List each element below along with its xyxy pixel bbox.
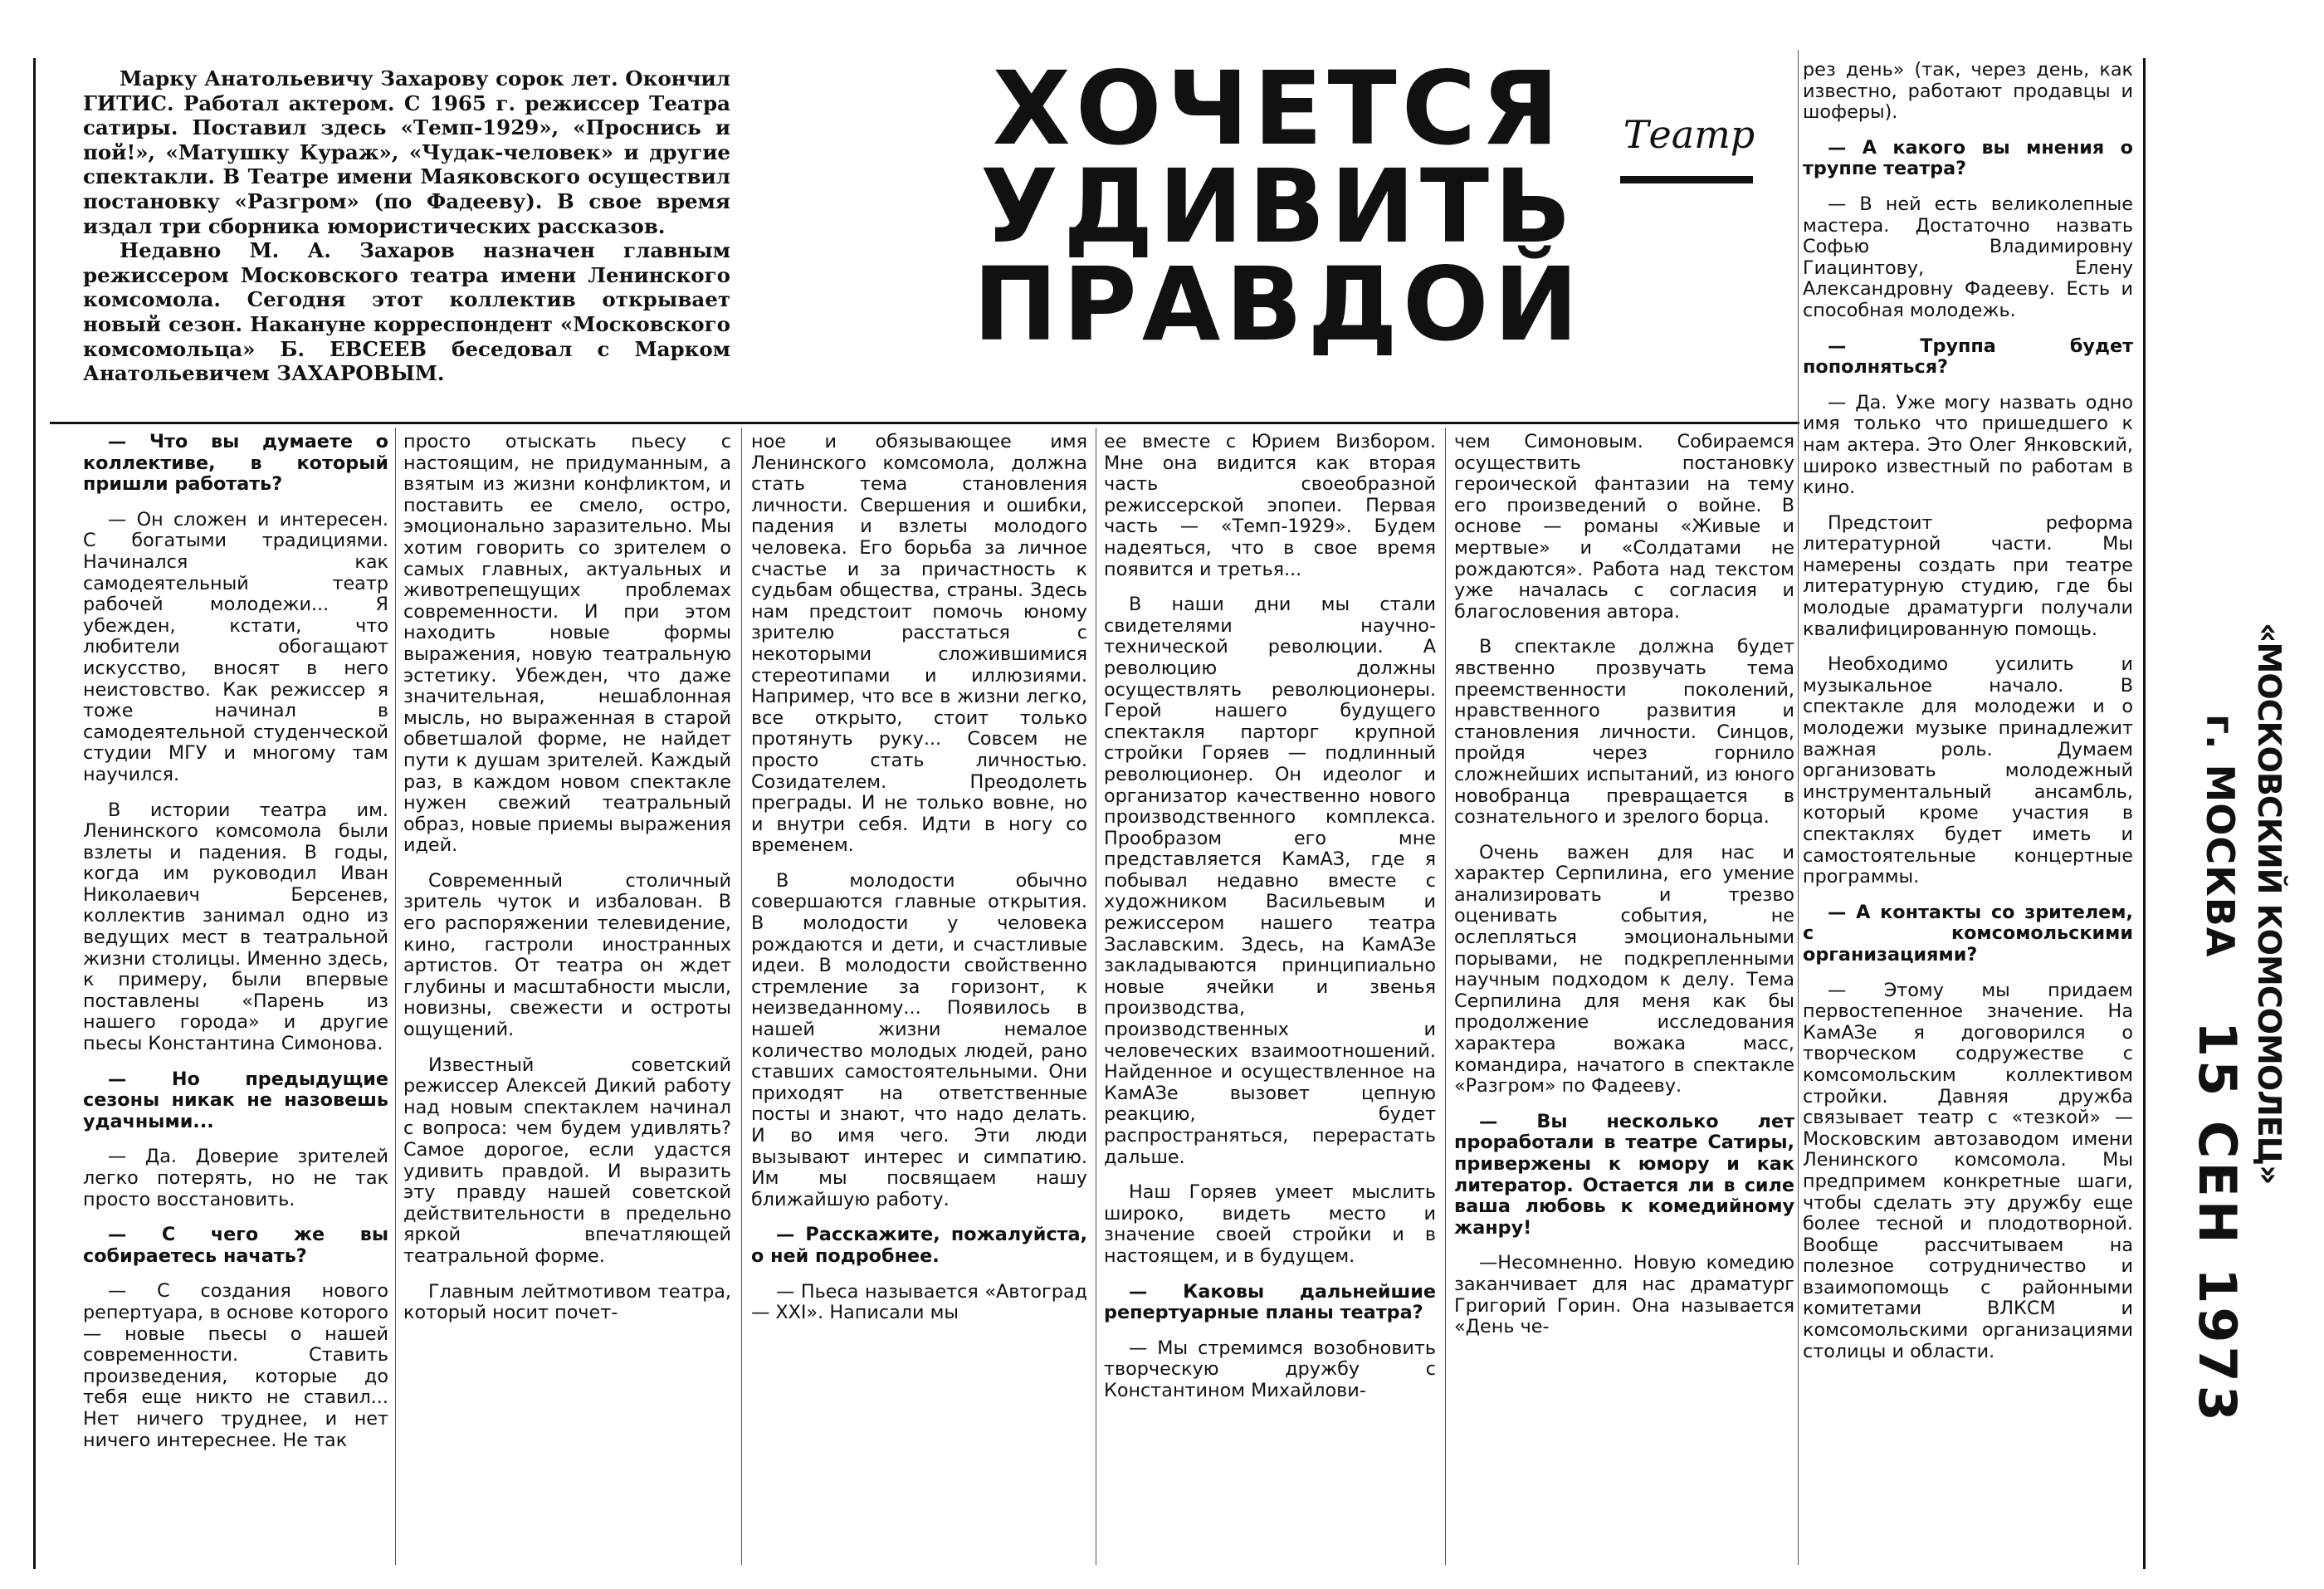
answer-paragraph: Предстоит реформа литературной части. Мы намерены создать при театре литературную студию, где бы молодые драматурги получали квалифицированную помощь. bbox=[1803, 511, 2133, 640]
question: — Труппа будет пополняться? bbox=[1803, 335, 2133, 379]
answer-paragraph: — Пьеса называется «Автоград — XXI». Написали мы bbox=[751, 1280, 1087, 1324]
answer-paragraph: Необходимо усилить и музыкальное начало. В спектакле для молодежи и о молодежи музыке принадлежит важная роль. Думаем организовать молодежный инструментальный ансамбль, который кроме участия в спектаклях будет иметь и самостоятельные концертные программы. bbox=[1803, 653, 2133, 888]
answer-paragraph: ное и обязывающее имя Ленинского комсомола, должна стать тема становления личности. Свершения и ошибки, падения и взлеты молодого человека. Его борьба за личное счастье и за причастность к судьбам общества, страны. Здесь нам предстоит помочь юному зрителю расстаться с некоторыми сложившимися стереотипами и иллюзиями. Например, что все в жизни легко, все открыто, стоит только протянуть руку... Совсем не просто стать личностью. Созидателем. Преодолеть преграды. И не только вовне, но и внутри себя. Идти в ногу со временем. bbox=[751, 432, 1087, 857]
answer-paragraph: Очень важен для нас и характер Серпилина, его умение анализировать и трезво оценивать события, не ослепляться эмоциональными порывами, не подкрепленными научным подходом к делу. Тема Серпилина для меня как бы продолжение исследования характера вожака масс, командира, начатого в спектакле «Разгром» по Фадееву. bbox=[1454, 841, 1794, 1098]
column-rule bbox=[395, 428, 396, 1565]
article-column-1 bbox=[83, 432, 388, 1577]
question: — А контакты со зрителем, с комсомольскими организациями? bbox=[1803, 901, 2133, 966]
clipping-right-edge bbox=[2143, 58, 2146, 1569]
rubric-label: Театр bbox=[1623, 112, 1755, 157]
article-column-3 bbox=[751, 432, 1087, 1577]
headline-line: ПРАВДОЙ bbox=[973, 246, 1584, 364]
answer-paragraph: —Несомненно. Новую комедию заканчивает для нас драматург Григорий Горин. Она называется «День че- bbox=[1454, 1252, 1794, 1338]
answer-paragraph: — Мы стремимся возобновить творческую дружбу с Константином Михайлови- bbox=[1104, 1337, 1436, 1401]
answer-paragraph: В молодости обычно совершаются главные открытия. В молодости у человека рождаются и дети, и счастливые идеи. В молодости свойственно стремление за горизонт, к неизведанному... Появилось в нашей жизни немалое количество молодых людей, рано ставших самостоятельными. Они приходят на ответственные посты и знают, что надо делать. И во имя чего. Эти люди вызывают интерес и симпатию. Им мы посвящаем нашу ближайшую работу. bbox=[751, 869, 1087, 1210]
stamp-date: 15 СЕН 1973 bbox=[2187, 1021, 2248, 1425]
answer-paragraph: Наш Горяев умеет мыслить широко, видеть место и значение своей стройки и в настоящем, и в будущем. bbox=[1104, 1181, 1436, 1267]
question: — А какого вы мнения о труппе театра? bbox=[1803, 136, 2133, 180]
column-rule bbox=[741, 428, 742, 1565]
headline bbox=[751, 50, 1805, 364]
question: — Каковы дальнейшие репертуарные планы театра? bbox=[1104, 1280, 1436, 1324]
answer-paragraph: — С создания нового репертуара, в основе которого — новые пьесы о нашей современности. Ставить произведения, которые до тебя еще никто не ставил... Нет ничего труднее, и нет ничего интереснее. Не так bbox=[83, 1280, 388, 1451]
answer-paragraph: Современный столичный зритель чуток и избалован. В его распоряжении телевидение, кино, гастроли иностранных артистов. От театра он ждет глубины и масштабности мысли, новизны, свежести и остроты ощущений. bbox=[403, 869, 731, 1041]
intro-divider bbox=[50, 422, 1799, 424]
answer-paragraph: — Он сложен и интересен. С богатыми традициями. Начинался как самодеятельный театр рабочей молодежи... Я убежден, кстати, что любители обогащают искусство, вносят в него неистовство. Как режиссер я тоже начинал в самодеятельной студенческой студии МГУ и многому там научился. bbox=[83, 508, 388, 785]
answer-paragraph: В наши дни мы стали свидетелями научно-технической революции. А революцию должны осуществлять революционеры. Герой нашего будущего спектакля парторг крупной стройки Горяев — подлинный революционер. Он идеолог и организатор качественно нового производственного комплекса. Прообразом его мне представляется КамАЗ, где я побывал недавно вместе с художником Васильевым и режиссером нашего театра Заславским. Здесь, на КамАЗе закладываются принципиально новые ячейки и звенья производства, производственных и человеческих взаимоотношений. Найденное и осуществленное на КамАЗе вызовет цепную реакцию, будет распространяться, перерастать дальше. bbox=[1104, 594, 1436, 1168]
column-rule bbox=[1798, 50, 1799, 1565]
answer-paragraph: — Да. Уже могу назвать одно имя только что пришедшего к нам актера. Это Олег Янковский, широко известный по работам в кино. bbox=[1803, 391, 2133, 499]
headline-line: ХОЧЕТСЯ bbox=[992, 50, 1565, 168]
stamp-city: г. МОСКВА bbox=[2198, 714, 2243, 958]
answer-paragraph: просто отыскать пьесу с настоящим, не придуманным, а взятым из жизни конфликтом, и поставить ее смело, остро, эмоционально заразительно. Мы хотим говорить со зрителем о самых главных, актуальных и животрепещущих проблемах современности. И при этом находить новые формы выражения, новую театральную эстетику. Убежден, что даже значительная, нешаблонная мысль, но выраженная в старой обветшалой форме, не найдет пути к душам зрителей. Каждый раз, в каждом новом спектакле нужен свежий театральный образ, новые приемы выражения идей. bbox=[403, 432, 731, 857]
clipping-left-edge bbox=[33, 58, 36, 1569]
article-column-4 bbox=[1104, 432, 1436, 1577]
answer-paragraph: — Да. Доверие зрителей легко потерять, но не так просто восстановить. bbox=[83, 1146, 388, 1210]
article-column-2 bbox=[403, 432, 731, 1577]
answer-paragraph: рез день» (так, через день, как известно, работают продавцы и шоферы). bbox=[1803, 60, 2133, 124]
intro-paragraph: Недавно М. А. Захаров назначен главным режиссером Московского театра имени Ленинского комсомола. Сегодня этот коллектив открывает новый сезон. Накануне корреспондент «Московского комсомольца» Б. ЕВСЕЕВ беседовал с Марком Анатольевичем ЗАХАРОВЫМ. bbox=[83, 238, 730, 386]
question: — Вы несколько лет проработали в театре Сатиры, привержены к юмору и как литератор. Остается ли в силе ваша любовь к комедийному жанру! bbox=[1454, 1110, 1794, 1239]
answer-paragraph: В истории театра им. Ленинского комсомола были взлеты и падения. В годы, когда им руководил Иван Николаевич Берсенев, коллектив занимал одно из ведущих мест в театральной жизни столицы. Именно здесь, к примеру, были впервые поставлены «Парень из нашего города» и другие пьесы Константина Симонова. bbox=[83, 799, 388, 1055]
article-column-6 bbox=[1803, 60, 2133, 1579]
stamp-newspaper-name: «МОСКОВСКИЙ КОМСОМОЛЕЦ» bbox=[2251, 623, 2287, 1185]
rubric-underline bbox=[1620, 176, 1753, 183]
article-column-5 bbox=[1454, 432, 1794, 1577]
headline-line: УДИВИТЬ bbox=[979, 148, 1577, 266]
question: — С чего же вы собираетесь начать? bbox=[83, 1224, 388, 1267]
answer-paragraph: Главным лейтмотивом театра, который носит почет- bbox=[403, 1280, 731, 1324]
question: — Но предыдущие сезоны никак не назовешь удачными... bbox=[83, 1068, 388, 1132]
answer-paragraph: В спектакле должна будет явственно прозвучать тема преемственности поколений, нравственного развития и становления личности. Синцов, пройдя через горнило сложнейших испытаний, из юного новобранца превращается в сознательного и зрелого борца. bbox=[1454, 636, 1794, 829]
question: — Что вы думаете о коллективе, в который пришли работать? bbox=[83, 432, 388, 496]
answer-paragraph: ее вместе с Юрием Визбором. Мне она видится как вторая часть своеобразной режиссерской эпопеи. Первая часть — «Темп-1929». Будем надеяться, что в свое время появится и третья... bbox=[1104, 432, 1436, 580]
intro-block bbox=[83, 66, 730, 386]
archive-stamp bbox=[2158, 623, 2291, 1536]
answer-paragraph: чем Симоновым. Собираемся осуществить постановку героической фантазии на тему его произведений о войне. В основе — романы «Живые и мертвые» и «Солдатами не рождаются». Работа над текстом уже началась с согласия и благословения автора. bbox=[1454, 432, 1794, 623]
column-rule bbox=[1445, 428, 1446, 1565]
answer-paragraph: Известный советский режиссер Алексей Дикий работу над новым спектаклем начинал с вопроса: чем будем удивлять? Самое дорогое, если удастся удивить правдой. И выразить эту правду нашей советской действительности в предельно яркой впечатляющей театральной форме. bbox=[403, 1054, 731, 1267]
answer-paragraph: — Этому мы придаем первостепенное значение. На КамАЗе я договорился о творческом содружестве с комсомольским коллективом стройки. Давняя дружба связывает театр с «тезкой» — Московским автозаводом имени Ленинского комсомола. Мы предпримем конкретные шаги, чтобы сделать эту дружбу еще более тесной и плодотворной. Вообще рассчитываем на полезное сотрудничество и взаимопомощь с районными комитетами ВЛКСМ и комсомольскими организациями столицы и области. bbox=[1803, 979, 2133, 1362]
intro-paragraph: Марку Анатольевичу Захарову сорок лет. Окончил ГИТИС. Работал актером. С 1965 г. режиссер Театра сатиры. Поставил здесь «Темп-1929», «Проснись и пой!», «Матушку Кураж», «Чудак-человек» и другие спектакли. В Театре имени Маяковского осуществил постановку «Разгром» (по Фадееву). В свое время издал три сборника юмористических рассказов. bbox=[83, 66, 730, 238]
answer-paragraph: — В ней есть великолепные мастера. Достаточно назвать Софью Владимировну Гиацинтову, Елену Александровну Фадееву. Есть и способная молодежь. bbox=[1803, 193, 2133, 321]
question: — Расскажите, пожалуйста, о ней подробнее. bbox=[751, 1224, 1087, 1267]
